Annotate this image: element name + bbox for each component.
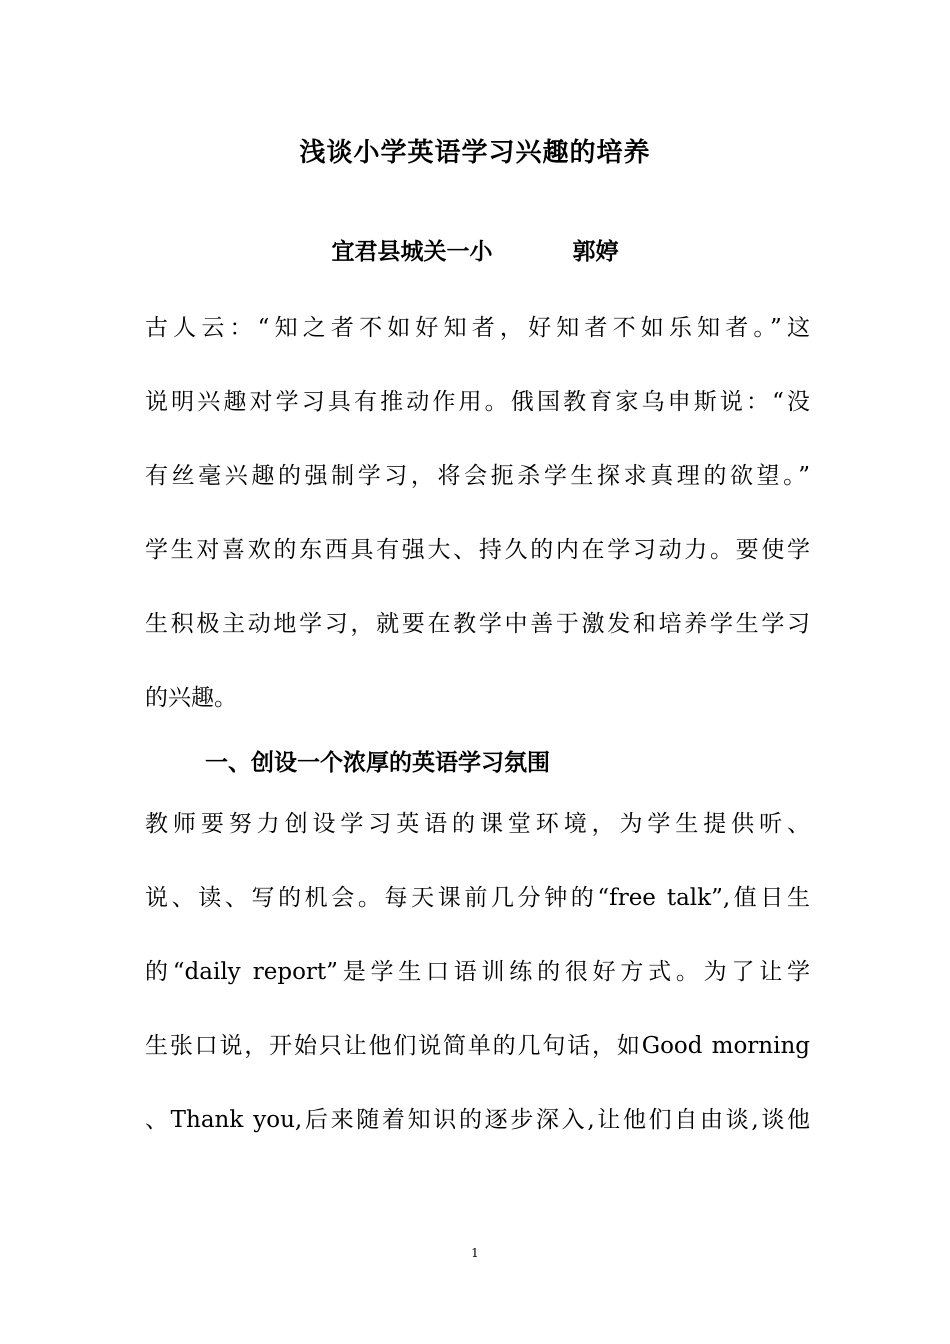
- page-number: 1: [471, 1246, 479, 1260]
- section-heading: 一、创设一个浓厚的英语学习氛围: [205, 750, 550, 776]
- text-line: 有丝毫兴趣的强制学习，将会扼杀学生探求真理的欲望。”: [145, 463, 810, 489]
- document-title: 浅谈小学英语学习兴趣的培养: [299, 138, 651, 168]
- text-line: 的“daily report”是学生口语训练的很好方式。为了让学: [145, 959, 810, 985]
- text-line: 的兴趣。: [145, 685, 237, 711]
- text-line: 说、读、写的机会。每天课前几分钟的“free talk”,值日生: [145, 885, 810, 911]
- text-line: 教师要努力创设学习英语的课堂环境，为学生提供听、: [145, 811, 810, 837]
- text-line: 生积极主动地学习，就要在教学中善于激发和培养学生学习: [145, 611, 810, 637]
- text-line: 、Thank you,后来随着知识的逐步深入,让他们自由谈,谈他: [145, 1107, 810, 1133]
- text-line: 生张口说，开始只让他们说简单的几句话，如Good morning: [145, 1033, 810, 1059]
- text-line: 学生对喜欢的东西具有强大、持久的内在学习动力。要使学: [145, 537, 810, 563]
- text-line: 古人云：“知之者不如好知者，好知者不如乐知者。”这: [145, 315, 810, 341]
- text-line: 说明兴趣对学习具有推动作用。俄国教育家乌申斯说：“没: [145, 389, 810, 415]
- author-byline: 宜君县城关一小 郭婷: [331, 238, 619, 265]
